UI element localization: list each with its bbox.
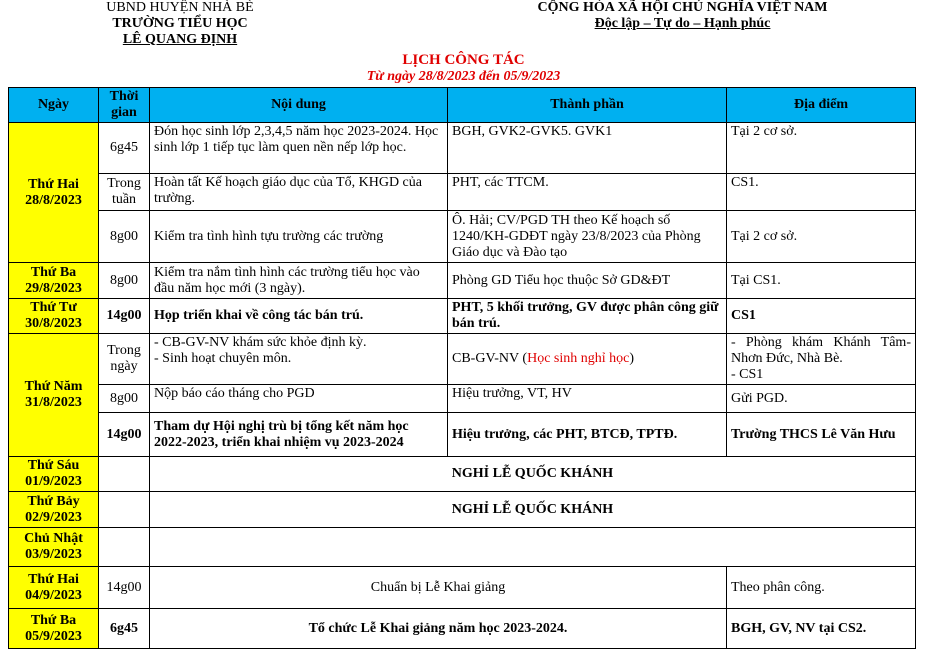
table-row	[9, 457, 916, 492]
day-name: Thứ Ba	[30, 264, 77, 280]
content-line: - CB-GV-NV khám sức khỏe định kỳ.	[154, 335, 367, 350]
location-cell	[727, 334, 916, 385]
holiday-cell: NGHỈ LỄ QUỐC KHÁNH	[150, 457, 916, 492]
col-header-time: Thời gian	[99, 88, 150, 123]
time-cell: 14g00	[99, 413, 150, 457]
national-title: CỘNG HÒA XÃ HỘI CHỦ NGHĨA VIỆT NAM	[537, 0, 828, 15]
page-subtitle: Từ ngày 28/8/2023 đến 05/9/2023	[366, 69, 561, 84]
holiday-cell: NGHỈ LỄ QUỐC KHÁNH	[150, 492, 916, 528]
day-name: Thứ Năm	[24, 379, 83, 394]
time-cell: 14g00	[99, 299, 150, 334]
table-row	[9, 528, 916, 567]
national-motto-line	[470, 16, 895, 32]
time-cell: 14g00	[99, 567, 150, 609]
content-line: - Sinh hoạt chuyên môn.	[154, 351, 292, 366]
participants-note: Học sinh nghỉ học	[527, 351, 630, 366]
day-date: 30/8/2023	[25, 316, 82, 331]
time-cell: Trong tuần	[99, 174, 150, 211]
table-row	[9, 174, 916, 211]
day-name: Thứ Bảy	[27, 493, 80, 509]
participants-cell: PHT, các TTCM.	[448, 174, 727, 211]
table-row	[9, 492, 916, 528]
time-cell	[99, 492, 150, 528]
agency-name: UBND HUYỆN NHÀ BÈ	[106, 0, 254, 15]
location-line: - CS1	[731, 367, 764, 382]
school-name-text: LÊ QUANG ĐỊNH	[122, 32, 238, 47]
table-header-row	[9, 88, 916, 123]
table-row	[9, 299, 916, 334]
location-line: - Phòng khám Khánh Tâm-Nhơn Đức, Nhà Bè.	[731, 335, 911, 366]
day-cell	[9, 528, 99, 567]
location-cell: CS1	[727, 299, 916, 334]
col-header-day: Ngày	[9, 88, 99, 123]
content-cell: Hoàn tất Kế hoạch giáo dục của Tổ, KHGD của trường.	[150, 174, 448, 211]
agency-header	[80, 0, 280, 48]
day-date: 04/9/2023	[25, 587, 82, 603]
day-name: Thứ Tư	[30, 300, 77, 315]
day-cell	[9, 299, 99, 334]
col-header-participants: Thành phần	[448, 88, 727, 123]
location-cell: Tại 2 cơ sở.	[727, 123, 916, 174]
day-name: Thứ Ba	[30, 612, 77, 628]
participants-cell: Phòng GD Tiểu học thuộc Sở GD&ĐT	[448, 263, 727, 299]
day-cell	[9, 334, 99, 457]
day-date: 02/9/2023	[25, 509, 82, 525]
participants-cell: Hiệu trưởng, VT, HV	[448, 385, 727, 413]
day-cell	[9, 263, 99, 299]
location-cell: BGH, GV, NV tại CS2.	[727, 609, 916, 649]
day-date: 05/9/2023	[25, 628, 82, 644]
day-name: Thứ Hai	[28, 571, 79, 587]
location-cell: Gửi PGD.	[727, 385, 916, 413]
content-cell	[150, 334, 448, 385]
national-motto: Độc lập – Tự do – Hạnh phúc	[594, 16, 771, 31]
table-row	[9, 334, 916, 385]
content-cell: Nộp báo cáo tháng cho PGD	[150, 385, 448, 413]
school-name-line1: TRƯỜNG TIỂU HỌC	[112, 16, 248, 31]
time-cell	[99, 457, 150, 492]
day-date: 01/9/2023	[25, 474, 82, 489]
table-row	[9, 385, 916, 413]
participants-cell: PHT, 5 khối trưởng, GV được phân công giữ bán trú.	[448, 299, 727, 334]
school-name-line2	[80, 32, 280, 48]
time-cell: 8g00	[99, 263, 150, 299]
table-row	[9, 123, 916, 174]
day-date: 29/8/2023	[25, 280, 82, 296]
day-cell	[9, 567, 99, 609]
table-row	[9, 609, 916, 649]
empty-cell	[150, 528, 916, 567]
day-cell	[9, 609, 99, 649]
content-cell: Kiểm tra tình hình tựu trường các trường	[150, 211, 448, 263]
time-cell	[99, 528, 150, 567]
national-header	[470, 0, 895, 32]
location-cell: CS1.	[727, 174, 916, 211]
time-cell: 6g45	[99, 609, 150, 649]
time-cell: 6g45	[99, 123, 150, 174]
page-title: LỊCH CÔNG TÁC	[402, 52, 525, 68]
time-cell: Trong ngày	[99, 334, 150, 385]
participants-cell: Hiệu trưởng, các PHT, BTCĐ, TPTĐ.	[448, 413, 727, 457]
location-cell: Theo phân công.	[727, 567, 916, 609]
table-row	[9, 567, 916, 609]
day-cell	[9, 123, 99, 263]
participants-cell: Ô. Hải; CV/PGD TH theo Kế hoạch số 1240/KH-GDĐT ngày 23/8/2023 của Phòng Giáo dục và Đào tạo	[448, 211, 727, 263]
location-cell: Tại 2 cơ sở.	[727, 211, 916, 263]
day-cell	[9, 492, 99, 528]
content-cell: Tham dự Hội nghị trù bị tổng kết năm học 2022-2023, triển khai nhiệm vụ 2023-2024	[150, 413, 448, 457]
table-row	[9, 263, 916, 299]
content-cell: Họp triển khai về công tác bán trú.	[150, 299, 448, 334]
table-row	[9, 413, 916, 457]
participants-text-end: )	[629, 351, 635, 366]
col-header-content: Nội dung	[150, 88, 448, 123]
day-name: Chủ Nhật	[24, 531, 83, 546]
day-date: 28/8/2023	[25, 192, 82, 208]
day-name: Thứ Sáu	[27, 458, 80, 473]
location-cell: Trường THCS Lê Văn Hưu	[727, 413, 916, 457]
time-cell: 8g00	[99, 211, 150, 263]
participants-text: CB-GV-NV (	[452, 351, 528, 366]
participants-cell	[448, 334, 727, 385]
schedule-table	[8, 87, 916, 649]
participants-cell: BGH, GVK2-GVK5. GVK1	[448, 123, 727, 174]
day-name: Thứ Hai	[28, 176, 79, 192]
col-header-location: Địa điểm	[727, 88, 916, 123]
day-date: 03/9/2023	[25, 547, 82, 562]
table-row	[9, 211, 916, 263]
location-cell: Tại CS1.	[727, 263, 916, 299]
content-cell: Kiểm tra nắm tình hình các trường tiểu học vào đầu năm học mới (3 ngày).	[150, 263, 448, 299]
day-cell	[9, 457, 99, 492]
content-cell: Chuẩn bị Lễ Khai giảng	[150, 567, 727, 609]
time-cell: 8g00	[99, 385, 150, 413]
content-cell: Tổ chức Lễ Khai giảng năm học 2023-2024.	[150, 609, 727, 649]
content-cell: Đón học sinh lớp 2,3,4,5 năm học 2023-2024. Học sinh lớp 1 tiếp tục làm quen nền nếp lớp học.	[150, 123, 448, 174]
day-date: 31/8/2023	[25, 395, 82, 410]
